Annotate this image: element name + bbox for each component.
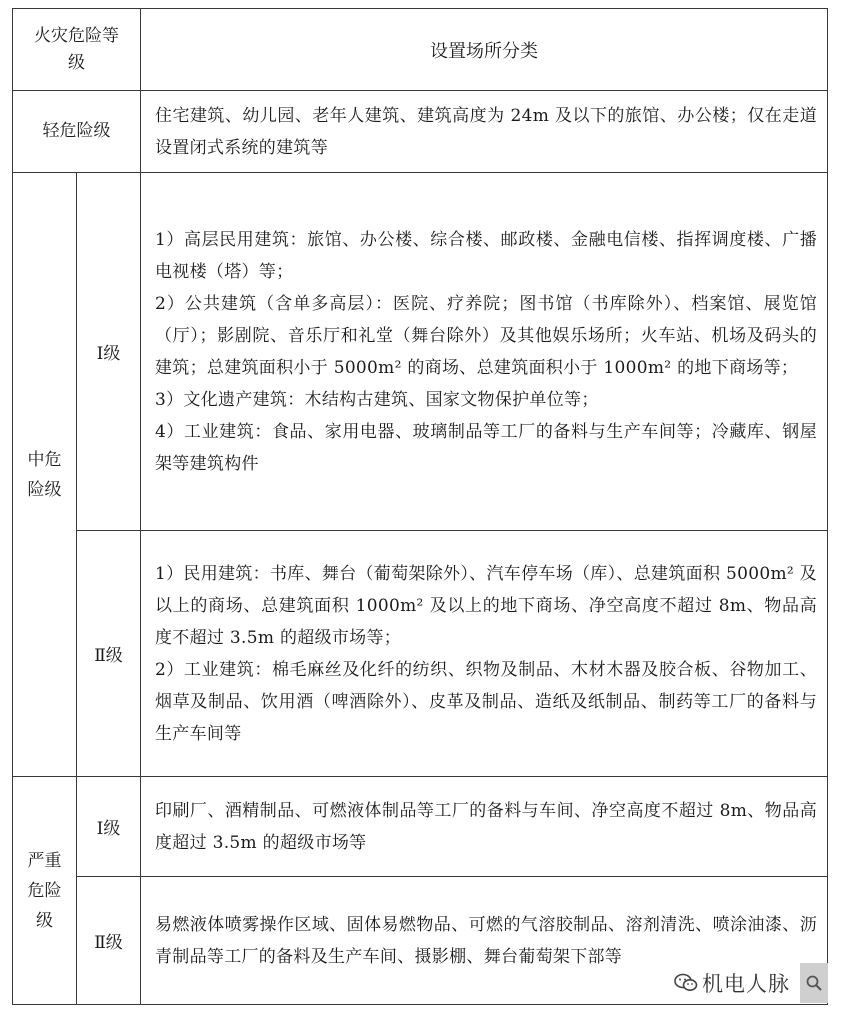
fire-hazard-table-frame (12, 8, 828, 1004)
severe-grade1-label-text: Ⅰ级 (96, 819, 121, 839)
header-level-cell (13, 9, 141, 91)
severe-hazard-grade1-row (13, 777, 828, 877)
header-level-text: 火灾危险等级 (34, 25, 119, 73)
medium-grade1-label-text: Ⅰ级 (96, 344, 121, 364)
medium-grade2-label-text: Ⅱ级 (94, 646, 123, 666)
severe-grade2-label-text: Ⅱ级 (94, 933, 123, 953)
medium-grade1-label (77, 173, 141, 531)
search-icon[interactable] (800, 963, 828, 1003)
medium-hazard-level (13, 173, 77, 777)
watermark (670, 963, 836, 1003)
severe-grade1-label (77, 777, 141, 877)
light-hazard-level-text: 轻危险级 (42, 121, 111, 141)
header-category-text: 设置场所分类 (430, 40, 538, 62)
medium-hazard-grade2-row (13, 531, 828, 777)
medium-grade2-item: 1）民用建筑：书库、舞台（葡萄架除外）、汽车停车场（库）、总建筑面积 5000m² 及以上的商场、总建筑面积 1000m² 及以上的地下商场、净空高度不超过 8m、物品高度不超过 3.5m 的超级市场等； (155, 563, 817, 648)
header-category-cell (141, 9, 828, 91)
severe-grade2-label (77, 877, 141, 1005)
medium-hazard-grade1-row (13, 173, 828, 531)
medium-grade1-content (141, 173, 828, 531)
table-header-row (13, 9, 828, 91)
severe-hazard-level (13, 777, 77, 1005)
medium-grade2-label (77, 531, 141, 777)
light-hazard-row (13, 91, 828, 173)
light-hazard-content (141, 91, 828, 173)
light-hazard-level (13, 91, 141, 173)
wechat-icon (674, 973, 698, 993)
severe-grade1-content (141, 777, 828, 877)
medium-grade2-content (141, 531, 828, 777)
fire-hazard-classification-table (12, 8, 828, 1005)
medium-grade1-item: 3）文化遗产建筑：木结构古建筑、国家文物保护单位等； (155, 389, 599, 410)
medium-grade2-item: 2）工业建筑：棉毛麻丝及化纤的纺织、织物及制品、木材木器及胶合板、谷物加工、烟草及制品、饮用酒（啤酒除外）、皮革及制品、造纸及纸制品、制药等工厂的备料与生产车间等 (155, 659, 817, 744)
severe-grade1-text: 印刷厂、酒精制品、可燃液体制品等工厂的备料与车间、净空高度不超过 8m、物品高度超过 3.5m 的超级市场等 (155, 800, 817, 853)
medium-grade1-item: 2）公共建筑（含单多高层）：医院、疗养院；图书馆（书库除外）、档案馆、展览馆（厅）；影剧院、音乐厅和礼堂（舞台除外）及其他娱乐场所；火车站、机场及码头的建筑；总建筑面积小于 5000m² 的商场、总建筑面积小于 1000m² 的地下商场等； (155, 293, 817, 378)
medium-hazard-level-text: 中危险级 (27, 449, 62, 500)
severe-hazard-level-text: 严重危险级 (27, 850, 62, 931)
medium-grade1-item: 1）高层民用建筑：旅馆、办公楼、综合楼、邮政楼、金融电信楼、指挥调度楼、广播电视楼（塔）等； (155, 229, 817, 282)
watermark-text: 机电人脉 (702, 972, 790, 996)
medium-grade1-item: 4）工业建筑：食品、家用电器、玻璃制品等工厂的备料与生产车间等；冷藏库、钢屋架等建筑构件 (155, 421, 817, 474)
severe-grade2-text: 易燃液体喷雾操作区域、固体易燃物品、可燃的气溶胶制品、溶剂清洗、喷涂油漆、沥青制品等工厂的备料及生产车间、摄影棚、舞台葡萄架下部等 (155, 914, 817, 967)
light-hazard-text: 住宅建筑、幼儿园、老年人建筑、建筑高度为 24m 及以下的旅馆、办公楼；仅在走道设置闭式系统的建筑等 (155, 105, 817, 158)
